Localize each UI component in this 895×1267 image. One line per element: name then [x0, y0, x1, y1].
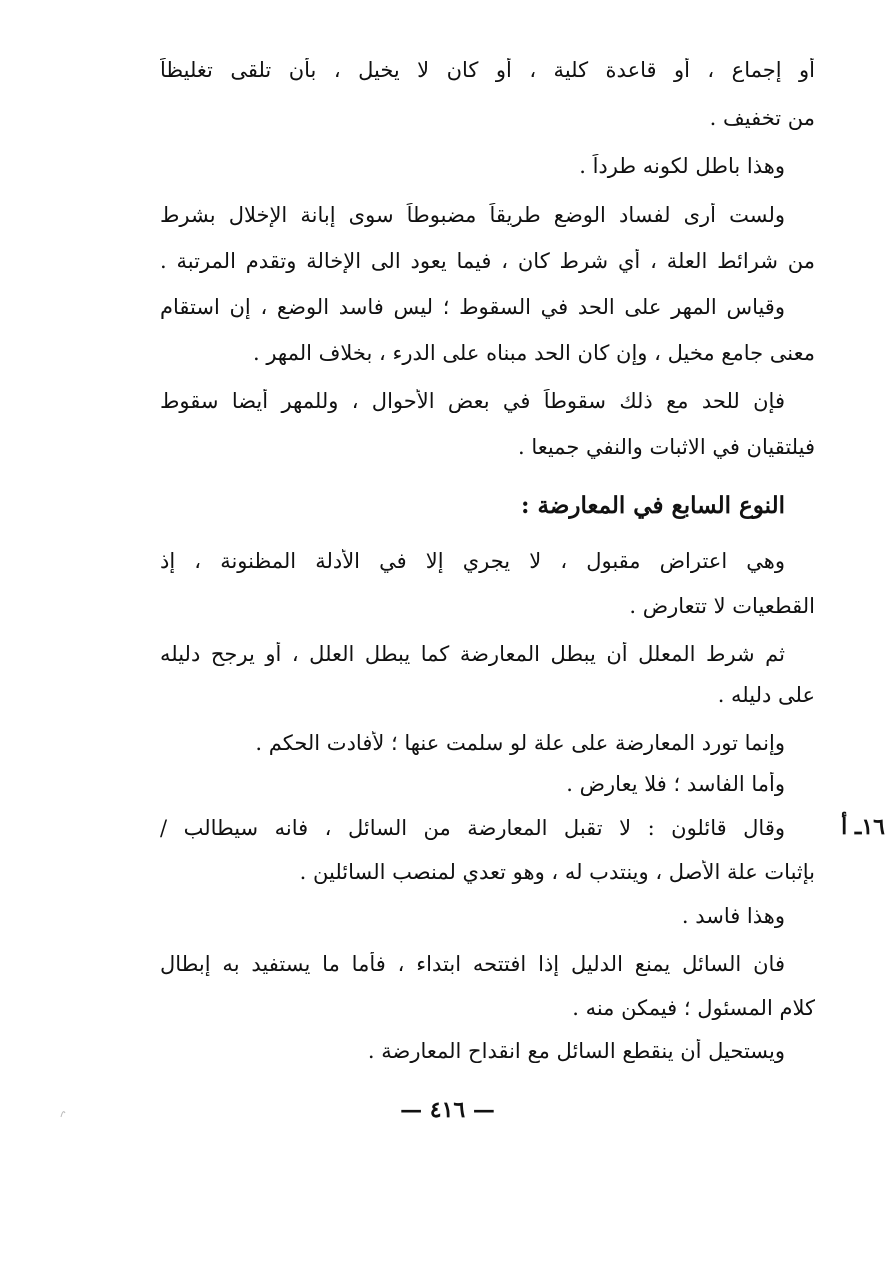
text-line: على دليله .: [717, 683, 815, 707]
margin-folio-note: ١٦ـ أ: [841, 814, 885, 840]
text-line: وقياس المهر على الحد في السقوط ؛ ليس فاسد الوضع ، إن استقام: [160, 295, 785, 319]
text-line: أو إجماع ، أو قاعدة كلية ، أو كان لا يخيل ، بأن تلقى تغليظاً: [160, 58, 815, 82]
text-line: معنى جامع مخيل ، وإن كان الحد مبناه على الدرء ، بخلاف المهر .: [252, 341, 815, 365]
text-line: وهي اعتراض مقبول ، لا يجري إلا في الأدلة المظنونة ، إذ: [160, 549, 785, 573]
text-line: ويستحيل أن ينقطع السائل مع انقداح المعارضة .: [367, 1039, 785, 1063]
page-number: — ٤١٦ —: [400, 1097, 495, 1123]
text-line: من تخفيف .: [709, 106, 815, 130]
text-line: وهذا فاسد .: [681, 904, 785, 928]
text-line: ثم شرط المعلل أن يبطل المعارضة كما يبطل العلل ، أو يرجح دليله: [160, 642, 785, 666]
text-line: من شرائط العلة ، أي شرط كان ، فيما يعود الى الإخالة وتقدم المرتبة .: [160, 249, 815, 273]
text-line: القطعيات لا تتعارض .: [629, 594, 815, 618]
text-line: وقال قائلون : لا تقبل المعارضة من السائل ، فانه سيطالب /: [160, 816, 785, 840]
text-line: وأما الفاسد ؛ فلا يعارض .: [566, 772, 785, 796]
text-line: فإن للحد مع ذلك سقوطاً في بعض الأحوال ، وللمهر أيضا سقوط: [160, 389, 785, 413]
text-line: كلام المسئول ؛ فيمكن منه .: [572, 996, 815, 1020]
text-line: بإثبات علة الأصل ، وينتدب له ، وهو تعدي لمنصب السائلين .: [299, 860, 815, 884]
text-line: ولست أرى لفساد الوضع طريقاً مضبوطاً سوى إبانة الإخلال بشرط: [160, 203, 785, 227]
text-line: وهذا باطل لكونه طرداً .: [579, 154, 785, 178]
text-line: فيلتقيان في الاثبات والنفي جميعا .: [517, 435, 815, 459]
text-line: وإنما تورد المعارضة على علة لو سلمت عنها ؛ لأفادت الحكم .: [255, 731, 785, 755]
text-line: فان السائل يمنع الدليل إذا افتتحه ابتداء ، فأما ما يستفيد به إبطال: [160, 952, 785, 976]
section-heading: النوع السابع في المعارضة :: [521, 492, 785, 519]
scan-speck: [60, 1108, 66, 1118]
